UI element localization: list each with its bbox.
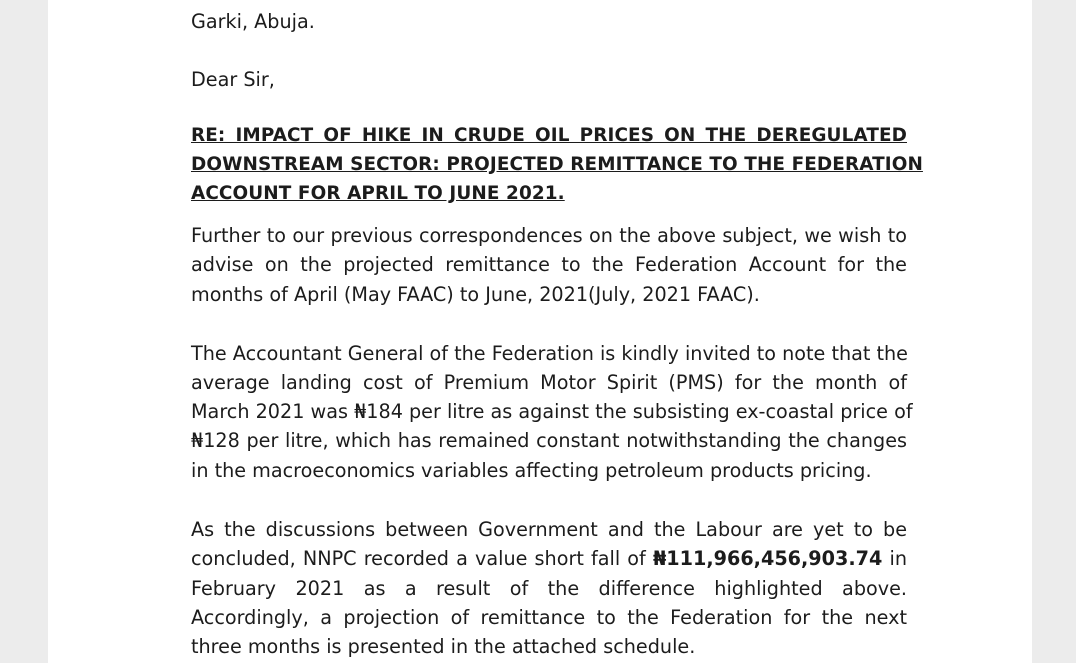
- paragraph-line: February 2021 as a result of the difference highlighted above.: [191, 577, 907, 600]
- paragraph-line: three months is presented in the attached schedule.: [191, 635, 696, 658]
- paragraph-line: As the discussions between Government and the Labour are yet to be: [191, 518, 907, 541]
- subject-line-1: RE: IMPACT OF HIKE IN CRUDE OIL PRICES ON THE DEREGULATED: [191, 125, 907, 146]
- paragraph-line: average landing cost of Premium Motor Spirit (PMS) for the month of: [191, 371, 907, 394]
- paragraph-line: March 2021 was ₦184 per litre as against the subsisting ex-coastal price of: [191, 400, 913, 423]
- shortfall-amount: ₦111,966,456,903.74: [652, 547, 883, 570]
- paragraph-line: months of April (May FAAC) to June, 2021(July, 2021 FAAC).: [191, 283, 760, 306]
- subject-line-3: ACCOUNT FOR APRIL TO JUNE 2021.: [191, 183, 565, 204]
- paragraph-line: advise on the projected remittance to the Federation Account for the: [191, 253, 907, 276]
- paragraph-line: in the macroeconomics variables affecting petroleum products pricing.: [191, 459, 872, 482]
- salutation: Dear Sir,: [191, 68, 275, 91]
- paragraph-line: Further to our previous correspondences on the above subject, we wish to: [191, 224, 907, 247]
- paragraph-line: Accordingly, a projection of remittance to the Federation for the next: [191, 606, 907, 629]
- paragraph-line: [191, 547, 907, 571]
- document-page: [48, 0, 1032, 663]
- subject-line-2: DOWNSTREAM SECTOR: PROJECTED REMITTANCE TO THE FEDERATION: [191, 154, 923, 175]
- text-segment: in: [882, 547, 907, 570]
- address-line: Garki, Abuja.: [191, 10, 315, 33]
- paragraph-line: The Accountant General of the Federation is kindly invited to note that the: [191, 342, 908, 365]
- paragraph-line: ₦128 per litre, which has remained constant notwithstanding the changes: [191, 429, 907, 452]
- text-segment: concluded, NNPC recorded a value short fall of: [191, 547, 653, 570]
